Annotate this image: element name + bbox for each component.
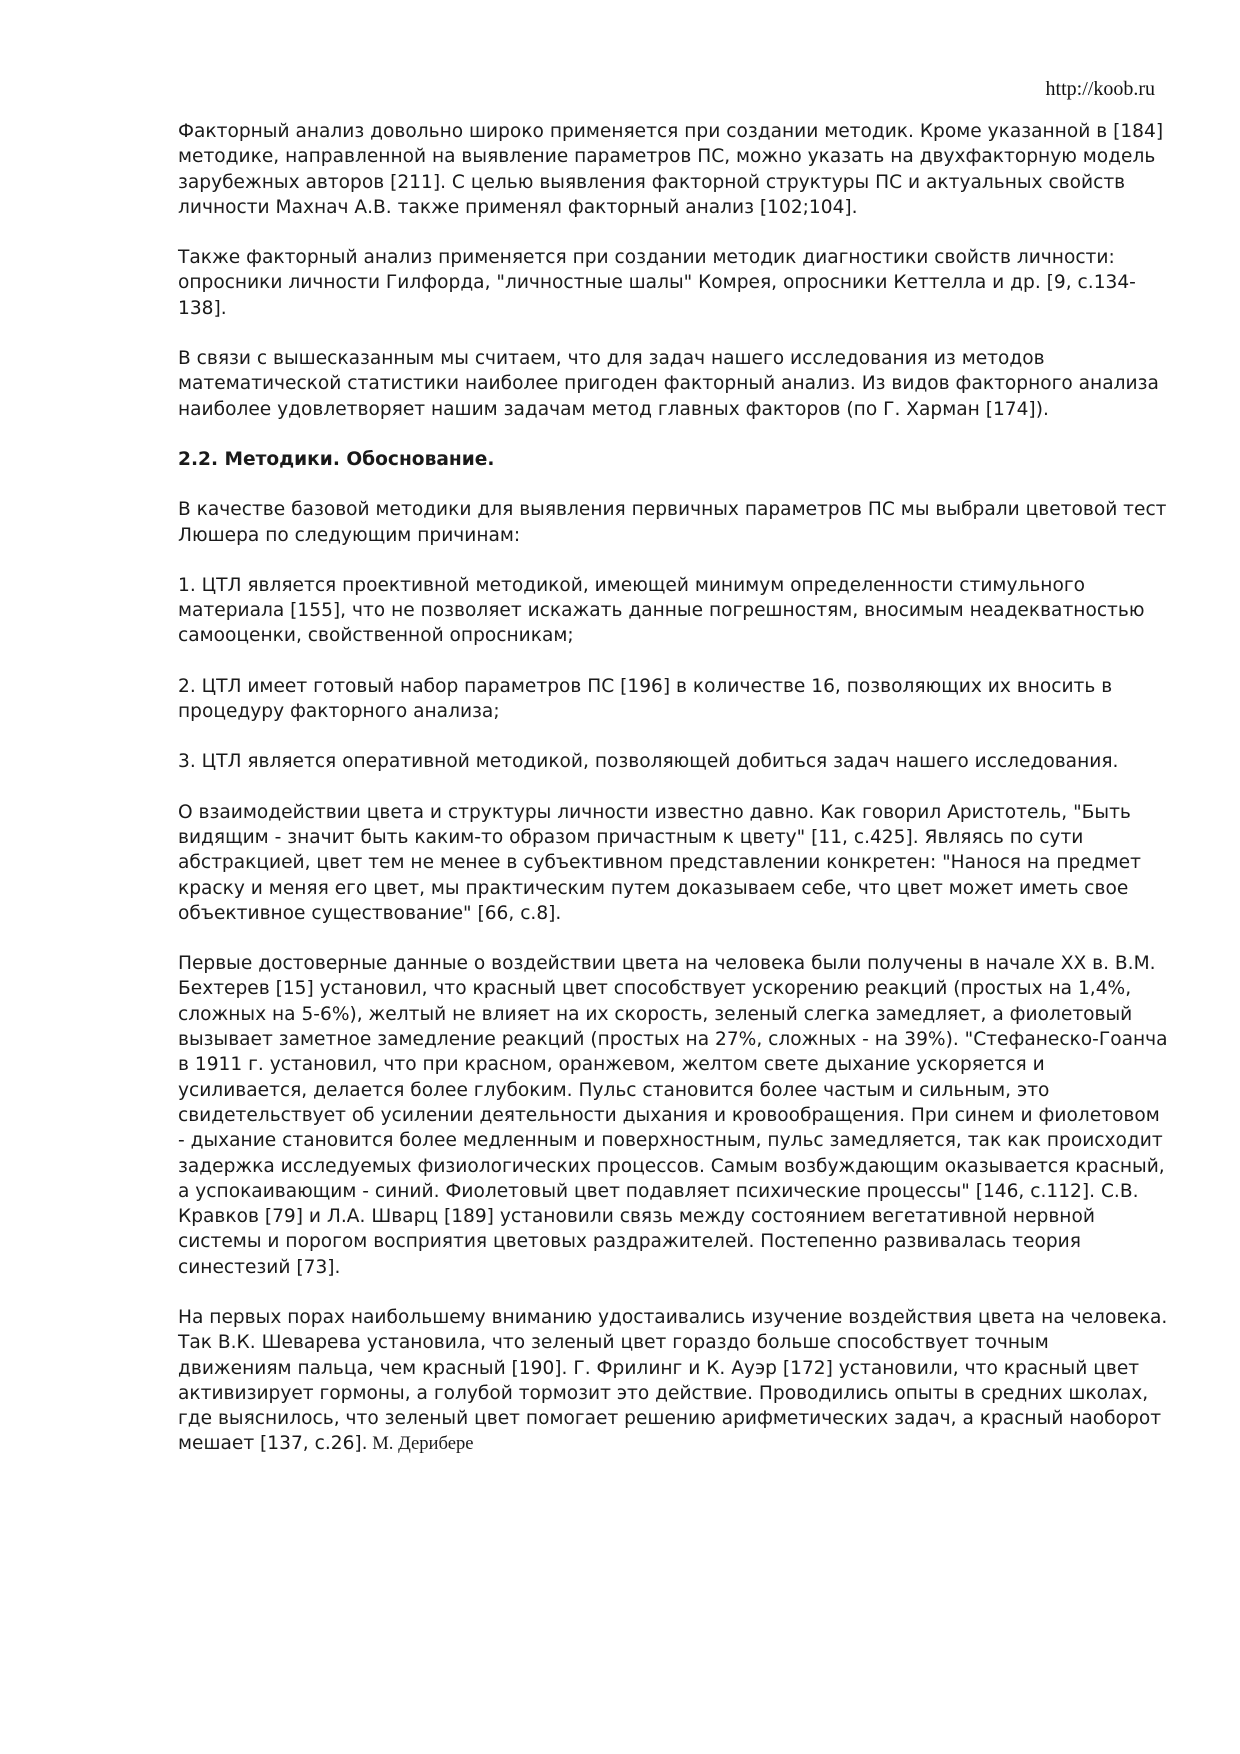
paragraph-early-research-tail: М. Дерибере xyxy=(367,1433,474,1455)
paragraph-early-research-main: На первых порах наибольшему вниманию удостаивались изучение воздействия цвета на человека. Так В.К. Шеварева установила, что зеленый цвет гораздо больше способствует точным движениям пальца, чем красный [190]. Г. Фрилинг и К. Ауэр [172] установили, что красный цвет активизирует гормоны, а голубой тормозит это действие. Проводились опыты в средних школах, где выяснилось, что зеленый цвет помогает решению арифметических задач, а красный наоборот мешает [137, с.26]. xyxy=(178,1306,1168,1455)
paragraph-personality-questionnaires: Также факторный анализ применяется при создании методик диагностики свойств личности: опросники личности Гилфорда, "личностные шалы" Комрея, опросники Кеттелла и др. [9, с.134-138]. xyxy=(178,247,1136,319)
paragraph-color-personality: О взаимодействии цвета и структуры личности известно давно. Как говорил Аристотель, "Быть видящим - значит быть каким-то образом причастным к цвету" [11, с.425]. Являясь по сути абстракцией, цвет тем не менее в субъективном представлении конкретен: "Нанося на предмет краску и меняя его цвет, мы практическим путем доказываем себе, что цвет может иметь свое объективное существование" [66, с.8]. xyxy=(178,801,1141,924)
paragraph-factor-analysis-methods: Факторный анализ довольно широко применяется при создании методик. Кроме указанной в [184] методике, направленной на выявление параметров ПС, можно указать на двухфакторную модель зарубежных авторов [211]. С целью выявления факторной структуры ПС и актуальных свойств личности Махнач А.В. также применял факторный анализ [102;104]. xyxy=(178,121,1164,218)
document-body xyxy=(178,119,1168,1482)
list-item-reason-1: 1. ЦТЛ является проективной методикой, имеющей минимум определенности стимульного материала [155], что не позволяет искажать данные погрешностям, вносимым неадекватностью самооценки, свойственной опросникам; xyxy=(178,574,1145,647)
paragraph-method-choice: В связи с вышесказанным мы считаем, что для задач нашего исследования из методов математической статистики наиболее пригоден факторный анализ. Из видов факторного анализа наиболее удовлетворяет нашим задачам метод главных факторов (по Г. Харман [174]). xyxy=(178,348,1159,420)
paragraph-color-effects: Первые достоверные данные о воздействии цвета на человека были получены в начале XX в. В.М. Бехтерев [15] установил, что красный цвет способствует ускорению реакций (простых на 1,4%, сложных на 5-6%), желтый не влияет на их скорость, зеленый слегка замедляет, а фиолетовый вызывает заметное замедление реакций (простых на 27%, сложных - на 39%). "Стефанеско-Гоанча в 1911 г. установил, что при красном, оранжевом, желтом свете дыхание ускоряется и усиливается, делается более глубоким. Пульс становится более частым и сильным, это свидетельствует об усилении деятельности дыхания и кровообращения. При синем и фиолетовом - дыхание становится более медленным и поверхностным, пульс замедляется, так как происходит задержка исследуемых физиологических процессов. Самым возбуждающим оказывается красный, а успокаивающим - синий. Фиолетовый цвет подавляет психические процессы" [146, с.112]. С.В. Кравков [79] и Л.А. Шварц [189] установили связь между состоянием вегетативной нервной системы и порогом восприятия цветовых раздражителей. Постепенно развивалась теория синестезий [73]. xyxy=(178,953,1168,1278)
paragraph-luscher-test: В качестве базовой методики для выявления первичных параметров ПС мы выбрали цветовой тест Люшера по следующим причинам: xyxy=(178,499,1167,546)
paragraph-early-research xyxy=(178,1305,1168,1457)
header-url: http://koob.ru xyxy=(1045,78,1155,100)
list-item-reason-2: 2. ЦТЛ имеет готовый набор параметров ПС [196] в количестве 16, позволяющих их вносить в процедуру факторного анализа; xyxy=(178,675,1113,723)
list-item-reason-3: 3. ЦТЛ является оперативной методикой, позволяющей добиться задач нашего исследования. xyxy=(178,751,1119,773)
section-heading: 2.2. Методики. Обоснование. xyxy=(178,448,495,470)
